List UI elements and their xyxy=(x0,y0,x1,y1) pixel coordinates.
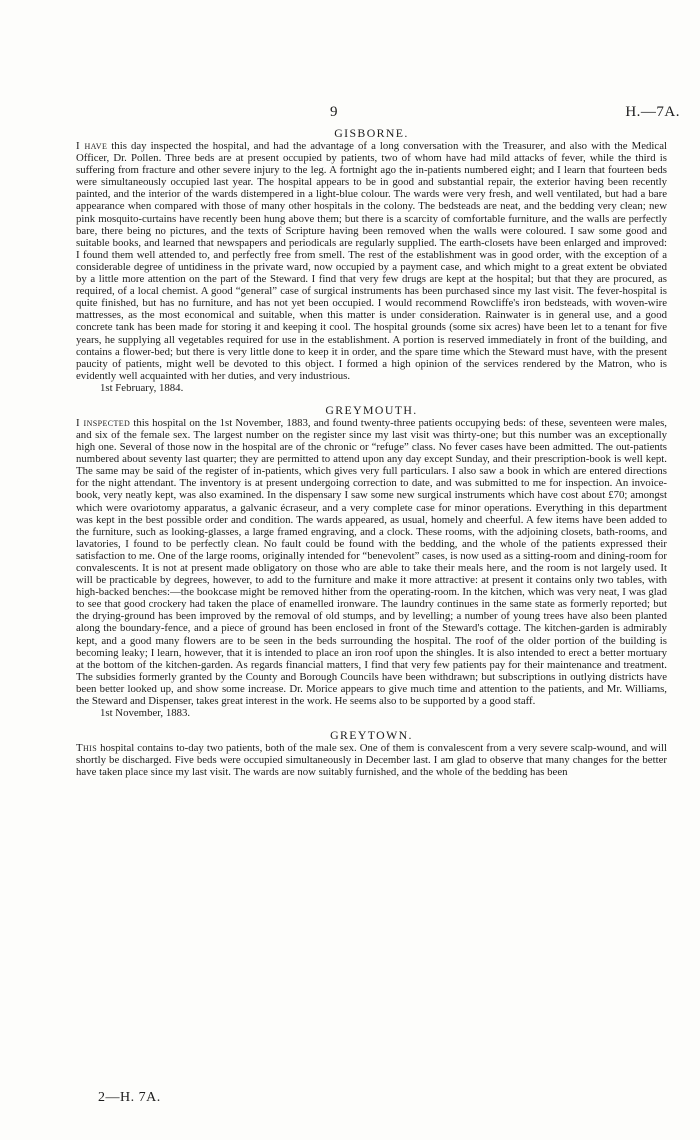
report-date: 1st November, 1883. xyxy=(100,707,191,720)
page-header xyxy=(0,104,700,124)
lead-in: I inspected xyxy=(76,416,131,429)
section-greymouth xyxy=(76,403,667,720)
section-title: GREYTOWN. xyxy=(330,728,413,743)
paragraph-text: this day inspected the hospital, and had the advantage of a long conversation with the Treasurer, and also with the Medical Officer, Dr. Pollen. Three beds are at present occupied by patients, two of whom have had mild attacks of fever, while the third is suffering from fracture and other severe injury to the leg. A fortnight ago the in-patients numbered eight; and I learn that fourteen beds were simultaneously occupied last year. The hospital appears to be in good and substantial repair, the exterior having been recently painted, and the interior of the wards distempered in a light-blue colour. The wards were very fresh, and well ventilated, but had a bare appearance when compared with those of many other hospitals in the colony. The bedsteads are neat, and the bedding very clean; new pink mosquito-curtains have recently been hung above them; but there is a scarcity of comfortable furniture, and the walls are perfectly bare, there being no pictures, and the texts of Scripture having been removed when the walls were coloured. I saw some good and suitable books, and learned that newspapers and periodicals are regularly supplied. The earth-closets have been enlarged and improved: I found them well attended to, and perfectly free from smell. The rest of the establishment was in good order, with the exception of a considerable degree of untidiness in the private ward, now occupied by a payment case, and which might to a great extent be obviated by a little more attention on the part of the Steward. I find that very few drugs are kept at the hospital; but that they are procured, as required, of a local chemist. A good “general” case of surgical instruments has been purchased since my last visit. The fever-hospital is quite finished, but has no furniture, and has not yet been occupied. I would recommend Rowcliffe's iron bedsteads, with woven-wire mattresses, as the most economical and suitable, when this matter is under consideration. Rainwater is in general use, and a good concrete tank has been made for storing it and keeping it cool. The hospital grounds (some six acres) have been let to a tenant for five years, he supplying all vegetables required for use in the establishment. A portion is reserved immediately in front of the building, and contains a flower-bed; but there is very little done to keep it in order, and the spare time which the Steward must have, with the present paucity of patients, might well be devoted to this object. I formed a high opinion of the services rendered by the Matron, who is evidently well acquainted with her duties, and very industrious. xyxy=(76,140,667,382)
paragraph-text: hospital contains to-day two patients, both of the male sex. One of them is convalescent from a very severe scalp-wound, and will shortly be discharged. Five beds were occupied simultaneously in December last. I am glad to observe that many changes for the better have taken place since my last visit. The wards are now suitably furnished, and the whole of the bedding has been xyxy=(76,742,667,779)
section-paragraph xyxy=(76,742,667,778)
section-greytown xyxy=(76,728,667,778)
signature-reference: 2—H. 7A. xyxy=(98,1090,161,1105)
page-content xyxy=(76,126,667,778)
section-title: GREYMOUTH. xyxy=(325,402,418,417)
lead-in: This xyxy=(76,742,98,755)
section-paragraph xyxy=(76,417,667,707)
section-paragraph xyxy=(76,140,667,382)
section-gisborne xyxy=(76,126,667,395)
page-number: 9 xyxy=(330,104,338,120)
report-date: 1st February, 1884. xyxy=(100,381,184,394)
lead-in: I have xyxy=(76,140,108,152)
section-title: GISBORNE. xyxy=(334,126,409,140)
paragraph-text: this hospital on the 1st November, 1883, and found twenty-three patients occupying beds: of these, seventeen were males, and six of the female sex. The largest number on the register since my last visit was thirty-one; but this number was an exceptionally high one. Several of those now in the hospital are of the chronic or “refuge” class. No fever cases have been admitted. The out-patients numbered about seventy last quarter; they are permitted to attend upon any day except Sunday, and their prescription-book is well kept. The same may be said of the register of in-patients, which gives very full particulars. I also saw a book in which are entered directions for the night attendant. The inventory is at present undergoing correction to date, and was submitted to me for inspection. An invoice-book, very neatly kept, was also examined. In the dispensary I saw some new surgical instruments which have cost about £70; amongst which were ovariotomy apparatus, a galvanic écraseur, and a very complete case for minor operations. Everything in this department was kept in the best possible order and condition. The wards appeared, as usual, homely and cheerful. A few items have been added to the furniture, such as looking-glasses, a large framed engraving, and a clock. These rooms, with the adjoining closets, bath-rooms, and lavatories, I found to be perfectly clean. No fault could be found with the bedding, and the whole of the patients expressed their satisfaction to me. One of the large rooms, originally intended for “benevolent” cases, is now used as a sitting-room and dining-room for convalescents. It is not at present made obligatory on those who are able to take their meals here, and the room is not largely used. It will be practicable by degrees, however, to add to the furniture and make it more attractive: at present it contains only two tables, with high-backed benches:—the bookcase might be removed hither from the operating-room. In the kitchen, which was very neat, I was glad to see that good crockery had taken the place of enamelled ironware. The laundry continues in the same state as formerly reported; but the drying-ground has been improved by the removal of old stumps, and by levelling; a number of young trees have also been planted along the boundary-fence, and a piece of ground has been enclosed in front of the Steward's cottage. The kitchen-garden is admirably kept, and a good many flowers are to be seen in the beds surrounding the hospital. The roof of the older portion of the building is becoming leaky; I learn, however, that it is intended to place an iron roof upon the shingles. It is also intended to erect a better mortuary at the bottom of the kitchen-garden. As regards financial matters, I find that very few patients pay for their maintenance and treatment. The subsidies formerly granted by the County and Borough Councils have been withdrawn; but subscriptions in outlying districts have been better looked up, and show some increase. Dr. Morice appears to give much time and attention to the patients, and Mr. Williams, the Steward and Dispenser, takes great interest in the work. He seems also to be supported by a good staff. xyxy=(76,416,667,708)
document-reference: H.—7A. xyxy=(625,104,680,120)
